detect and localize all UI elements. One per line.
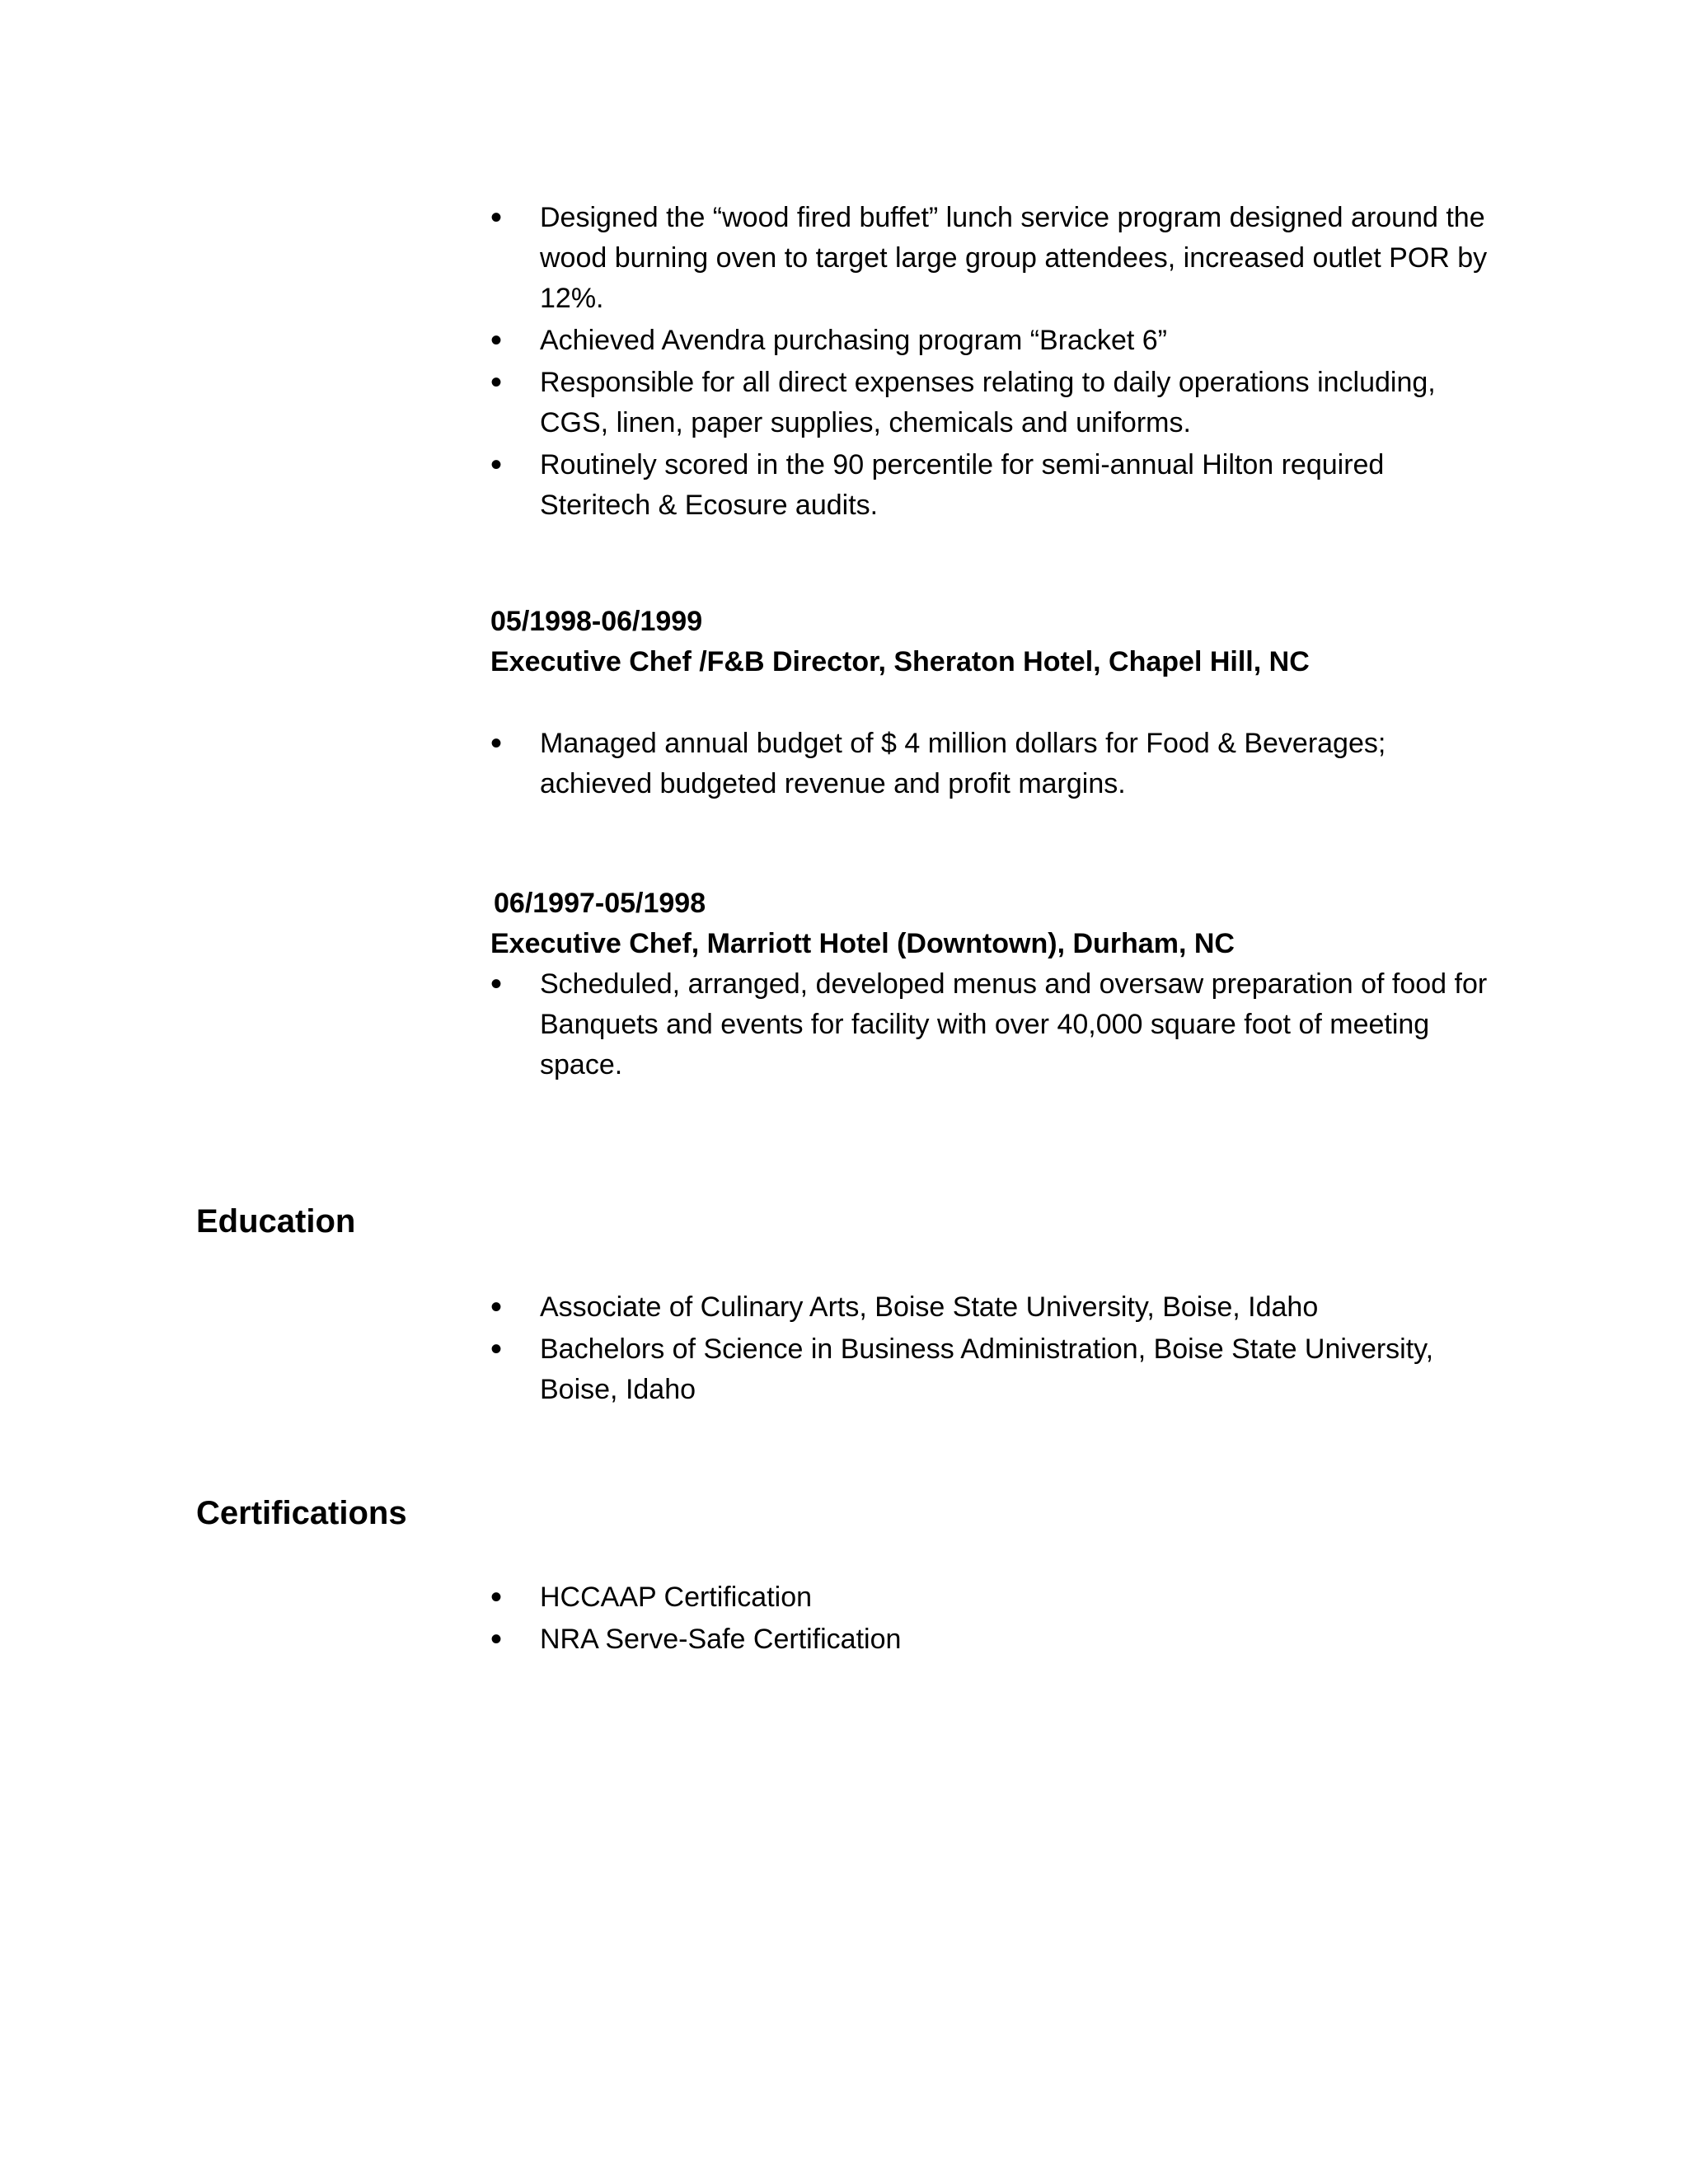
list-item: • Bachelors of Science in Business Administration, Boise State University, Boise, Idaho	[490, 1329, 1488, 1410]
list-item: • HCCAAP Certification	[490, 1577, 1488, 1618]
job-dates: 06/1997-05/1998	[494, 888, 706, 919]
list-item: • Achieved Avendra purchasing program “Bracket 6”	[490, 321, 1488, 361]
job-marriott-bullets	[490, 964, 1488, 1085]
job-dates: 05/1998-06/1999	[490, 606, 703, 637]
job-sheraton-section	[490, 602, 1488, 806]
job-title: Executive Chef /F&B Director, Sheraton Hotel, Chapel Hill, NC	[490, 646, 1310, 677]
list-item: • Designed the “wood fired buffet” lunch service program designed around the wood burning oven to target large group attendees, increased outlet POR by 12%.	[490, 198, 1488, 319]
continued-job-section	[490, 198, 1488, 527]
list-item: • Associate of Culinary Arts, Boise State University, Boise, Idaho	[490, 1287, 1488, 1328]
continued-job-bullets	[490, 198, 1488, 526]
list-item: • NRA Serve-Safe Certification	[490, 1619, 1488, 1660]
certifications-heading: Certifications	[196, 1495, 407, 1531]
list-item: • Responsible for all direct expenses relating to daily operations including, CGS, linen, paper supplies, chemicals and uniforms.	[490, 363, 1488, 443]
list-item: • Routinely scored in the 90 percentile for semi-annual Hilton required Steritech & Ecosure audits.	[490, 445, 1488, 526]
list-item: • Scheduled, arranged, developed menus and oversaw preparation of food for Banquets and events for facility with over 40,000 square foot of meeting space.	[490, 964, 1488, 1085]
job-sheraton-bullets	[490, 724, 1488, 804]
job-title: Executive Chef, Marriott Hotel (Downtown), Durham, NC	[490, 928, 1235, 959]
education-list	[490, 1287, 1488, 1410]
list-item: • Managed annual budget of $ 4 million dollars for Food & Beverages; achieved budgeted revenue and profit margins.	[490, 724, 1488, 804]
education-section	[490, 1287, 1488, 1412]
education-heading: Education	[196, 1203, 356, 1240]
job-marriott-section	[490, 883, 1488, 1087]
certifications-section	[490, 1577, 1488, 1661]
certifications-list	[490, 1577, 1488, 1660]
